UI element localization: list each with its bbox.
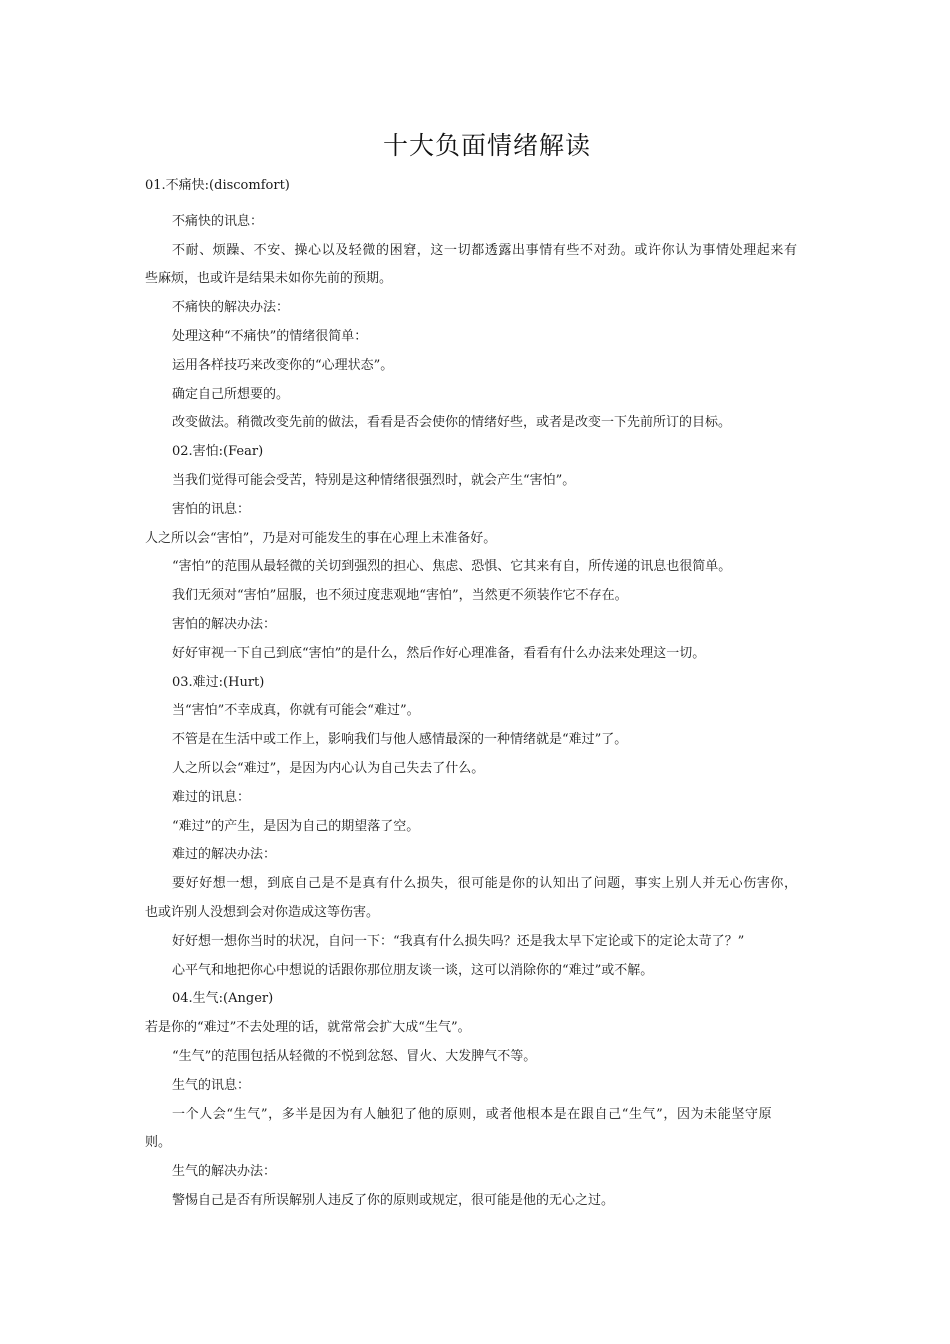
paragraph-line: 当我们觉得可能会受苦，特别是这种情绪很强烈时，就会产生“害怕”。 [172,472,576,488]
paragraph-line: 心平气和地把你心中想说的话跟你那位朋友谈一谈，这可以消除你的“难过”或不解。 [172,962,654,978]
paragraph-line: 我们无须对“害怕”屈服，也不须过度悲观地“害怕”，当然更不须装作它不存在。 [172,588,628,604]
paragraph-line: 不管是在生活中或工作上，影响我们与他人感情最深的一种情绪就是“难过”了。 [172,732,628,748]
paragraph-line: “害怕”的范围从最轻微的关切到强烈的担心、焦虑、恐惧、它其来有自，所传递的讯息也很简单。 [172,559,732,575]
paragraph-line: 生气的讯息： [172,1077,251,1093]
document-title: 十大负面情绪解读 [382,131,591,160]
section-heading: 04.生气:(Anger) [172,991,274,1007]
paragraph-line: 难过的解决办法： [172,847,277,863]
paragraph-line: 人之所以会“害怕”，乃是对可能发生的事在心理上未准备好。 [145,530,497,546]
paragraph-line: 不痛快的解决办法： [172,300,290,316]
paragraph-line: 好好审视一下自己到底“害怕”的是什么，然后作好心理准备，看看有什么办法来处理这一切。 [172,645,706,661]
paragraph-line: 害怕的讯息： [172,501,251,517]
paragraph-line: 则。 [145,1135,172,1151]
paragraph-line: 生气的解决办法： [172,1164,277,1180]
section-heading: 03.难过:(Hurt) [172,674,265,690]
paragraph-line: 也或许别人没想到会对你造成这等伤害。 [145,904,380,920]
paragraph-line: 不耐、烦躁、不安、操心以及轻微的困窘，这一切都透露出事情有些不对劲。或许你认为事情处理起来有 [172,242,798,258]
paragraph-line: 改变做法。稍微改变先前的做法，看看是否会使你的情绪好些，或者是改变一下先前所订的目标。 [172,415,732,431]
paragraph-line: 若是你的“难过”不去处理的话，就常常会扩大成“生气”。 [145,1020,471,1036]
paragraph-line: 不痛快的讯息： [172,213,264,229]
paragraph-line: 确定自己所想要的。 [172,386,290,402]
paragraph-line: 害怕的解决办法： [172,616,277,632]
spacer [145,201,805,208]
paragraph-line: 难过的讯息： [172,789,251,805]
paragraph-line: 警惕自己是否有所误解别人违反了你的原则或规定，很可能是他的无心之过。 [172,1192,615,1208]
paragraph-line: 一个人会“生气”，多半是因为有人触犯了他的原则，或者他根本是在跟自己“生气”，因为未能坚守原 [172,1106,773,1122]
paragraph-line: 当“害怕”不幸成真，你就有可能会“难过”。 [172,703,420,719]
paragraph-line: 要好好想一想，到底自己是不是真有什么损失，很可能是你的认知出了问题，事实上别人并无心伤害你， [172,876,798,892]
paragraph-line: 处理这种“不痛快”的情绪很简单： [172,328,368,344]
paragraph-line: “生气”的范围包括从轻微的不悦到忿怒、冒火、大发脾气不等。 [172,1048,537,1064]
paragraph-line: 些麻烦，也或许是结果未如你先前的预期。 [145,271,393,287]
paragraph-line: 运用各样技巧来改变你的“心理状态”。 [172,357,394,373]
paragraph-line: 人之所以会“难过”，是因为内心认为自己失去了什么。 [172,760,485,776]
paragraph-line: “难过”的产生，是因为自己的期望落了空。 [172,818,420,834]
document-body [145,172,805,1216]
paragraph-line: 01.不痛快:(discomfort) [145,178,290,193]
paragraph-line: 好好想一想你当时的状况，自问一下：“我真有什么损失吗？还是我太早下定论或下的定论太苛了？” [172,933,745,949]
section-heading: 02.害怕:(Fear) [172,444,264,460]
